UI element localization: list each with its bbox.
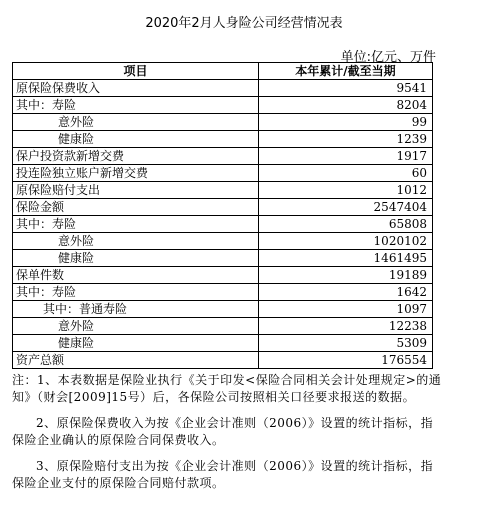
column-header-value: 本年累计/截至当期 xyxy=(259,63,433,80)
row-value: 1097 xyxy=(259,301,433,318)
data-table xyxy=(12,62,433,369)
note-1: 注：1、本表数据是保险业执行《关于印发<保险合同相关会计处理规定>的通知》（财会[2009]15号）后，各保险公司按照相关口径要求报送的数据。 xyxy=(12,373,442,404)
row-label: 健康险 xyxy=(13,131,259,148)
table-row xyxy=(13,335,433,352)
row-label: 保险金额 xyxy=(13,199,259,216)
row-value: 9541 xyxy=(259,80,433,97)
row-value: 1642 xyxy=(259,284,433,301)
table-row xyxy=(13,80,433,97)
row-label: 保户投资款新增交费 xyxy=(13,148,259,165)
row-value: 1461495 xyxy=(259,250,433,267)
table-row xyxy=(13,97,433,114)
row-label: 其中：寿险 xyxy=(13,284,259,301)
table-row xyxy=(13,301,433,318)
row-label: 其中：寿险 xyxy=(13,97,259,114)
table-header-row xyxy=(13,63,433,80)
row-label: 保单件数 xyxy=(13,267,259,284)
table-row xyxy=(13,284,433,301)
unit-label: 单位:亿元、万件 xyxy=(340,50,436,65)
row-value: 65808 xyxy=(259,216,433,233)
table-row xyxy=(13,267,433,284)
row-label: 健康险 xyxy=(13,250,259,267)
row-value: 60 xyxy=(259,165,433,182)
row-label: 投连险独立账户新增交费 xyxy=(13,165,259,182)
table-row xyxy=(13,216,433,233)
page-title: 2020年2月人身险公司经营情况表 xyxy=(145,16,343,31)
table-row xyxy=(13,352,433,369)
row-label: 其中：普通寿险 xyxy=(13,301,259,318)
row-label: 原保险赔付支出 xyxy=(13,182,259,199)
table-row xyxy=(13,131,433,148)
table-row xyxy=(13,318,433,335)
row-value: 1239 xyxy=(259,131,433,148)
note-2: 2、原保险保费收入为按《企业会计准则（2006）》设置的统计指标，指保险企业确认的原保险合同保费收入。 xyxy=(12,416,434,447)
row-value: 176554 xyxy=(259,352,433,369)
row-label: 资产总额 xyxy=(13,352,259,369)
row-value: 2547404 xyxy=(259,199,433,216)
column-header-item: 项目 xyxy=(13,63,259,80)
row-label: 原保险保费收入 xyxy=(13,80,259,97)
row-label: 健康险 xyxy=(13,335,259,352)
row-label: 其中：寿险 xyxy=(13,216,259,233)
row-value: 1012 xyxy=(259,182,433,199)
row-value: 12238 xyxy=(259,318,433,335)
row-label: 意外险 xyxy=(13,233,259,250)
row-label: 意外险 xyxy=(13,114,259,131)
note-3: 3、原保险赔付支出为按《企业会计准则（2006）》设置的统计指标，指保险企业支付的原保险合同赔付款项。 xyxy=(12,459,434,490)
row-value: 99 xyxy=(259,114,433,131)
row-value: 1020102 xyxy=(259,233,433,250)
table-body xyxy=(13,80,433,369)
row-value: 19189 xyxy=(259,267,433,284)
table-row xyxy=(13,233,433,250)
table-row xyxy=(13,165,433,182)
table-row xyxy=(13,114,433,131)
row-value: 5309 xyxy=(259,335,433,352)
table-row xyxy=(13,182,433,199)
table-row xyxy=(13,148,433,165)
row-label: 意外险 xyxy=(13,318,259,335)
table-row xyxy=(13,250,433,267)
table-row xyxy=(13,199,433,216)
notes-section xyxy=(12,372,444,492)
row-value: 1917 xyxy=(259,148,433,165)
row-value: 8204 xyxy=(259,97,433,114)
